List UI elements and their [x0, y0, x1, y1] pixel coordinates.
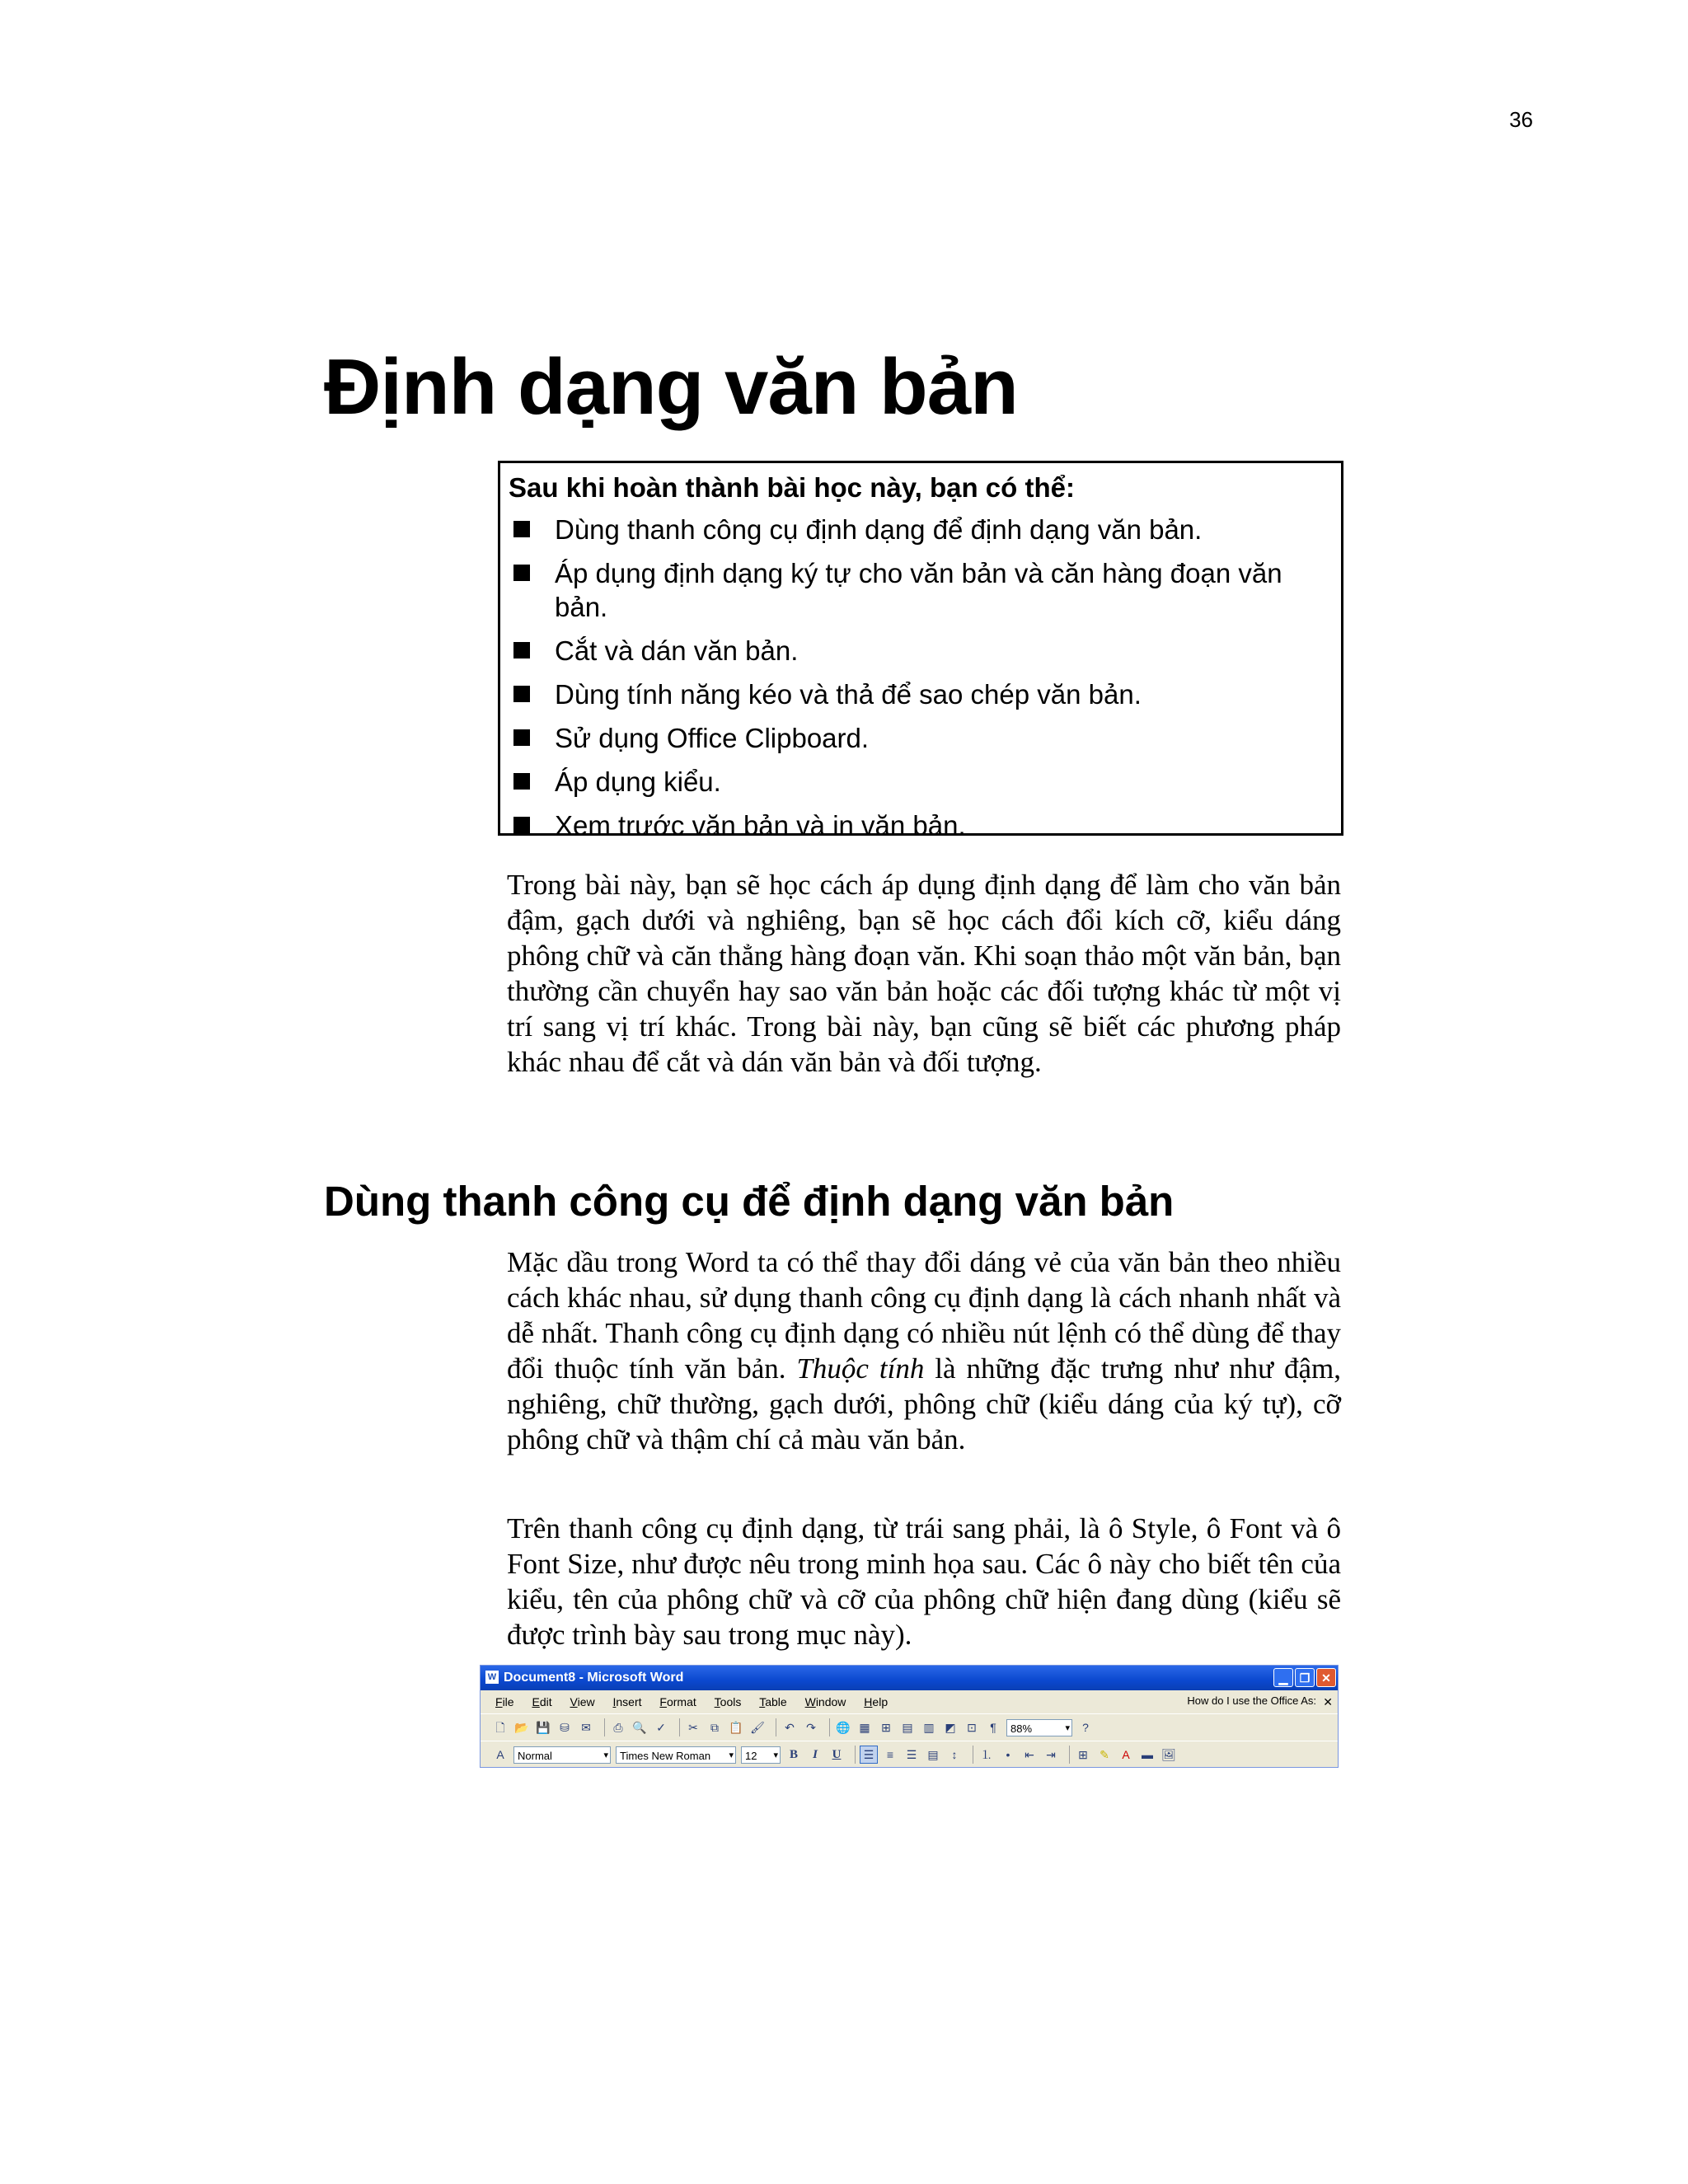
print-icon[interactable]: ⎙ [613, 1721, 623, 1734]
window-titlebar [481, 1666, 1338, 1690]
square-bullet-icon [513, 565, 530, 581]
term-emphasis: Thuộc tính [796, 1352, 925, 1385]
tables-borders-icon[interactable]: ▦ [859, 1721, 870, 1734]
square-bullet-icon [513, 817, 530, 833]
objective-text: Xem trước văn bản và in văn bản. [555, 810, 966, 841]
minimize-icon[interactable]: ▁ [1273, 1668, 1293, 1687]
word-window-screenshot [480, 1665, 1339, 1768]
intro-paragraph: Trong bài này, bạn sẽ học cách áp dụng định dạng để làm cho văn bản đậm, gạch dưới và nghiêng, bạn sẽ học cách đổi kích cỡ, kiểu dáng phông chữ và căn thẳng hàng đoạn văn. Khi soạn thảo một văn bản, bạn thường cần chuyển hay sao văn bản hoặc các đối tượng khác từ một vị trí sang vị trí khác. Trong bài này, bạn cũng sẽ biết các phương pháp khác nhau để cắt và dán văn bản và đối tượng. [507, 869, 1341, 1078]
decrease-indent-icon[interactable]: ⇤ [1025, 1748, 1034, 1761]
email-icon[interactable]: ✉ [581, 1721, 591, 1734]
page-number: 36 [1509, 107, 1533, 132]
menu-view[interactable]: View [570, 1695, 595, 1708]
font-color-icon[interactable]: A [1122, 1748, 1130, 1761]
new-document-icon[interactable]: 🗋 [495, 1721, 505, 1734]
permission-icon[interactable]: ⛁ [560, 1721, 570, 1734]
borders-icon[interactable]: ⊞ [1078, 1748, 1088, 1761]
window-controls [1273, 1668, 1336, 1687]
standard-toolbar [481, 1713, 1338, 1741]
align-left-icon[interactable]: ☰ [860, 1746, 877, 1763]
formatting-toolbar [481, 1741, 1338, 1768]
square-bullet-icon [513, 686, 530, 702]
square-bullet-icon [513, 773, 530, 790]
objective-item [509, 634, 1333, 668]
paragraph-text: Mặc dầu trong Word ta có thể thay đổi dáng vẻ của văn bản theo nhiều cách khác nhau, sử dụng thanh công cụ định dạng là cách nhanh nhất và dễ nhất. Thanh công cụ định dạng có nhiều nút lệnh có thể dùng để thay đổi thuộc tính văn bản. [507, 1246, 1341, 1385]
font-select[interactable]: Times New Roman ▾ [616, 1746, 736, 1764]
menu-format[interactable]: Format [659, 1695, 696, 1708]
hyperlink-icon[interactable]: 🌐 [836, 1721, 851, 1734]
highlight-icon[interactable]: ✎ [1100, 1748, 1109, 1761]
align-right-icon[interactable]: ☰ [906, 1748, 917, 1761]
bold-button[interactable]: B [789, 1748, 798, 1761]
chapter-title: Định dạng văn bản [324, 343, 1018, 431]
increase-indent-icon[interactable]: ⇥ [1046, 1748, 1056, 1761]
objective-text: Áp dụng kiểu. [555, 766, 721, 797]
justify-icon[interactable]: ▤ [927, 1748, 939, 1761]
menu-file[interactable]: File [495, 1695, 514, 1708]
menu-insert[interactable]: Insert [612, 1695, 642, 1708]
fill-color-icon[interactable]: ▬ [1142, 1748, 1153, 1761]
toolbar-separator [855, 1746, 856, 1764]
objectives-heading: Sau khi hoàn thành bài học này, bạn có thể: [509, 472, 1075, 503]
help-icon[interactable]: ? [1082, 1721, 1089, 1734]
square-bullet-icon [513, 729, 530, 746]
paragraph-text: là những đặc trưng như như đậm, nghiêng, chữ thường, gạch dưới, phông chữ (kiểu dáng của ký tự), cỡ phông chữ và thậm chí cả màu văn bản. [507, 1352, 1341, 1455]
close-document-icon[interactable]: ✕ [1323, 1695, 1333, 1708]
spelling-icon[interactable]: ✓ [656, 1721, 666, 1734]
insert-excel-icon[interactable]: ▤ [902, 1721, 913, 1734]
italic-button[interactable]: I [813, 1748, 818, 1761]
undo-icon[interactable]: ↶ [785, 1721, 795, 1734]
toolbar-separator [679, 1718, 680, 1736]
open-icon[interactable]: 📂 [514, 1721, 529, 1734]
format-painter-icon[interactable]: 🖌 [750, 1721, 765, 1734]
section-heading: Dùng thanh công cụ để định dạng văn bản [324, 1178, 1175, 1225]
menu-bar [481, 1690, 1338, 1713]
save-icon[interactable]: 💾 [536, 1721, 551, 1734]
objective-item [509, 721, 1333, 755]
insert-picture-icon[interactable]: 🖼 [1161, 1748, 1176, 1761]
close-icon[interactable]: ✕ [1316, 1668, 1336, 1687]
objective-text: Sử dụng Office Clipboard. [555, 723, 870, 753]
bullets-icon[interactable]: • [1006, 1748, 1010, 1761]
font-size-select[interactable]: 12 ▾ [741, 1746, 781, 1764]
objective-item [509, 677, 1333, 711]
restore-icon[interactable]: ❐ [1295, 1668, 1315, 1687]
show-hide-icon[interactable]: ¶ [990, 1721, 996, 1734]
square-bullet-icon [513, 521, 530, 537]
window-title: Document8 - Microsoft Word [504, 1671, 684, 1685]
objective-item [509, 513, 1333, 546]
zoom-select[interactable]: 88% ▾ [1006, 1719, 1072, 1736]
numbering-icon[interactable]: ⒈ [981, 1748, 992, 1761]
document-map-icon[interactable]: ⊡ [967, 1721, 977, 1734]
square-bullet-icon [513, 642, 530, 658]
ask-question-box[interactable]: How do I use the Office As: [1187, 1694, 1316, 1707]
styles-formatting-icon[interactable]: A [496, 1748, 504, 1761]
objective-item [509, 765, 1333, 799]
menu-edit[interactable]: Edit [532, 1695, 552, 1708]
menu-help[interactable]: Help [864, 1695, 889, 1708]
menu-table[interactable]: Table [759, 1695, 787, 1708]
insert-table-icon[interactable]: ⊞ [881, 1721, 891, 1734]
objective-text: Dùng thanh công cụ định dạng để định dạng văn bản. [555, 514, 1203, 545]
columns-icon[interactable]: ▥ [923, 1721, 935, 1734]
objective-text: Áp dụng định dạng ký tự cho văn bản và căn hàng đoạn văn bản. [555, 558, 1282, 622]
drawing-icon[interactable]: ◩ [945, 1721, 956, 1734]
toolbar-separator [604, 1718, 605, 1736]
objective-item [509, 808, 1333, 842]
copy-icon[interactable]: ⧉ [710, 1721, 719, 1734]
line-spacing-icon[interactable]: ↕ [951, 1748, 958, 1761]
paste-icon[interactable]: 📋 [729, 1721, 743, 1734]
objectives-list [509, 513, 1333, 842]
underline-button[interactable]: U [832, 1748, 842, 1761]
print-preview-icon[interactable]: 🔍 [632, 1721, 647, 1734]
toolbar-separator [829, 1718, 830, 1736]
menu-window[interactable]: Window [804, 1695, 846, 1708]
menu-tools[interactable]: Tools [714, 1695, 742, 1708]
cut-icon[interactable]: ✂ [688, 1721, 698, 1734]
objectives-box [498, 461, 1343, 841]
toolbar-separator [1069, 1746, 1070, 1764]
section-paragraph-2: Trên thanh công cụ định dạng, từ trái sang phải, là ô Style, ô Font và ô Font Size, như được nêu trong minh họa sau. Các ô này cho biết tên của kiểu, tên của phông chữ và cỡ của phông chữ hiện đang dùng (kiểu sẽ được trình bày sau trong mục này). [507, 1512, 1341, 1651]
objective-item [509, 556, 1333, 624]
center-icon[interactable]: ≡ [886, 1748, 894, 1761]
section-paragraph-1 [507, 1244, 1341, 1457]
objective-text: Dùng tính năng kéo và thả để sao chép văn bản. [555, 679, 1142, 710]
redo-icon[interactable]: ↷ [806, 1721, 816, 1734]
style-select[interactable]: Normal ▾ [513, 1746, 611, 1764]
objective-text: Cắt và dán văn bản. [555, 635, 799, 666]
word-app-icon: W [485, 1671, 499, 1684]
